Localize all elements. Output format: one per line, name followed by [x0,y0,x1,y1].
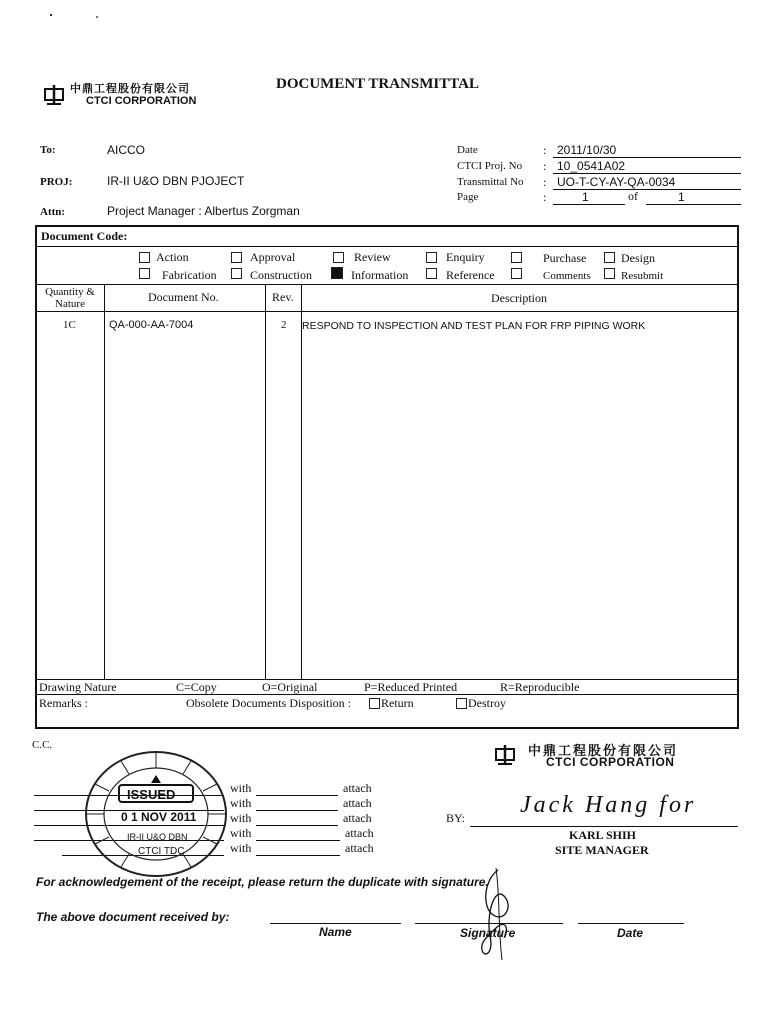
return-checkbox[interactable] [369,698,380,709]
purchase-checkbox[interactable] [511,252,522,263]
cc-with-label: with [230,826,252,840]
name-caption: Name [319,925,352,939]
date-value: 2011/10/30 [557,143,617,157]
col-divider-qty [104,284,105,679]
cc-attach-label: attach [343,796,372,810]
row-qty-cell: 1C [63,319,76,331]
action-label: Action [156,250,189,264]
fabrication-label: Fabrication [162,268,217,282]
col-divider-rev [301,284,302,679]
proj-no-value: 10_0541A02 [557,159,626,173]
company-name-cn: 中鼎工程股份有限公司 [70,83,190,95]
table-header-rule [36,311,738,312]
document-code-label: Document Code: [41,229,128,243]
document-code-divider [36,246,738,247]
cc-with-line [256,810,338,811]
fabrication-checkbox[interactable] [139,268,150,279]
purchase-label: Purchase [543,251,587,265]
scan-speck [96,16,98,18]
row-docno-cell: QA-000-AA-7004 [109,319,194,331]
drawing-nature-label: Drawing Nature [39,680,117,694]
review-checkbox[interactable] [333,252,344,263]
to-label: To: [40,144,56,156]
ctci-logo-icon [494,744,516,766]
rev-header: Rev. [272,290,294,304]
row-description-cell: RESPOND TO INSPECTION AND TEST PLAN FOR FRP PIPING WORK [302,320,646,332]
cc-attach-label: attach [345,826,374,840]
construction-checkbox[interactable] [231,268,242,279]
by-label: BY: [446,811,465,825]
cc-attach-label: attach [343,781,372,795]
received-by-label: The above document received by: [36,910,230,924]
company-name-en: CTCI CORPORATION [86,95,197,107]
qty-nature-header: Quantity & Nature [45,286,95,310]
of-label: of [628,189,638,203]
attn-value: Project Manager : Albertus Zorgman [107,204,300,218]
date-label: Date [457,144,478,156]
received-name-line[interactable] [270,923,401,924]
transmittal-no-value: UO-T-CY-AY-QA-0034 [557,175,676,189]
resubmit-checkbox[interactable] [604,268,615,279]
cc-with-line [256,855,340,856]
page-value: 1 [582,190,589,204]
return-label: Return [381,696,414,710]
cc-with-label: with [230,781,252,795]
signer-title: SITE MANAGER [555,843,649,857]
remarks-label: Remarks : [39,696,88,710]
page-label: Page [457,191,479,203]
cc-with-line [256,840,340,841]
document-no-header: Document No. [148,290,219,304]
enquiry-checkbox[interactable] [426,252,437,263]
by-signature-line [470,826,738,827]
table-top-rule [36,284,738,285]
page-colon: : [543,190,547,204]
row-rev-cell: 2 [281,319,287,331]
approval-label: Approval [250,250,296,264]
date-colon: : [543,143,547,157]
signature-caption: Signature [460,926,516,940]
approval-checkbox[interactable] [231,252,242,263]
col-divider-docno [265,284,266,679]
ctci-logo-icon [43,84,65,106]
scan-speck [50,14,52,16]
proj-no-colon: : [543,159,547,173]
destroy-checkbox[interactable] [456,698,467,709]
received-date-line[interactable] [578,923,684,924]
resubmit-label: Resubmit [621,270,664,282]
cc-with-label: with [230,811,252,825]
signoff-company-en: CTCI CORPORATION [546,755,675,769]
cc-with-line [256,825,338,826]
document-title: DOCUMENT TRANSMITTAL [276,76,479,92]
proj-label: PROJ: [40,176,73,188]
receipt-signature-scribble [474,866,522,962]
page-total-value: 1 [678,190,685,204]
manager-signature: Jack Hang for [520,792,697,818]
signoff-company-cn: 中鼎工程股份有限公司 [528,743,679,758]
cc-label: C.C. [32,739,53,751]
cc-with-label: with [230,796,252,810]
design-checkbox[interactable] [604,252,615,263]
to-value: AICCO [107,143,146,157]
cc-attach-label: attach [345,841,374,855]
enquiry-label: Enquiry [446,250,485,264]
cc-with-label: with [230,841,252,855]
page-total-underline [646,204,741,205]
signer-name: KARL SHIH [569,828,637,842]
destroy-label: Destroy [468,696,506,710]
stamp-date-text: 0 1 NOV 2011 [121,810,197,824]
date-underline [553,157,741,158]
description-header: Description [491,291,547,305]
stamp-line1-text: IR-II U&O DBN [127,832,188,842]
reference-label: Reference [446,268,495,282]
comments-label: Comments [543,270,591,282]
acknowledgement-note: For acknowledgement of the receipt, please return the duplicate with signature. [36,875,489,889]
legend-original: O=Original [262,680,318,694]
review-label: Review [354,250,391,264]
transmittal-no-colon: : [543,175,547,189]
legend-reduced-printed: P=Reduced Printed [364,680,458,694]
information-label: Information [351,268,409,282]
reference-checkbox[interactable] [426,268,437,279]
cc-attach-label: attach [343,811,372,825]
comments-checkbox[interactable] [511,268,522,279]
obsolete-disposition-label: Obsolete Documents Disposition : [186,696,351,710]
action-checkbox[interactable] [139,252,150,263]
remarks-top-rule [36,694,738,695]
information-checkbox[interactable] [331,267,343,279]
proj-no-label: CTCI Proj. No [457,160,523,172]
legend-copy: C=Copy [176,680,217,694]
proj-no-underline [553,173,741,174]
cc-with-line [256,795,338,796]
page-underline [553,204,625,205]
date-caption: Date [617,926,644,940]
stamp-line2-text: CTCI TDC [138,846,185,857]
legend-reproducible: R=Reproducible [500,680,580,694]
design-label: Design [621,251,655,265]
transmittal-form [35,225,739,729]
stamp-issued-text: ISSUED [127,787,176,802]
construction-label: Construction [250,268,312,282]
transmittal-no-label: Transmittal No [457,176,524,188]
proj-value: IR-II U&O DBN PJOJECT [107,174,245,188]
attn-label: Attn: [40,206,66,218]
